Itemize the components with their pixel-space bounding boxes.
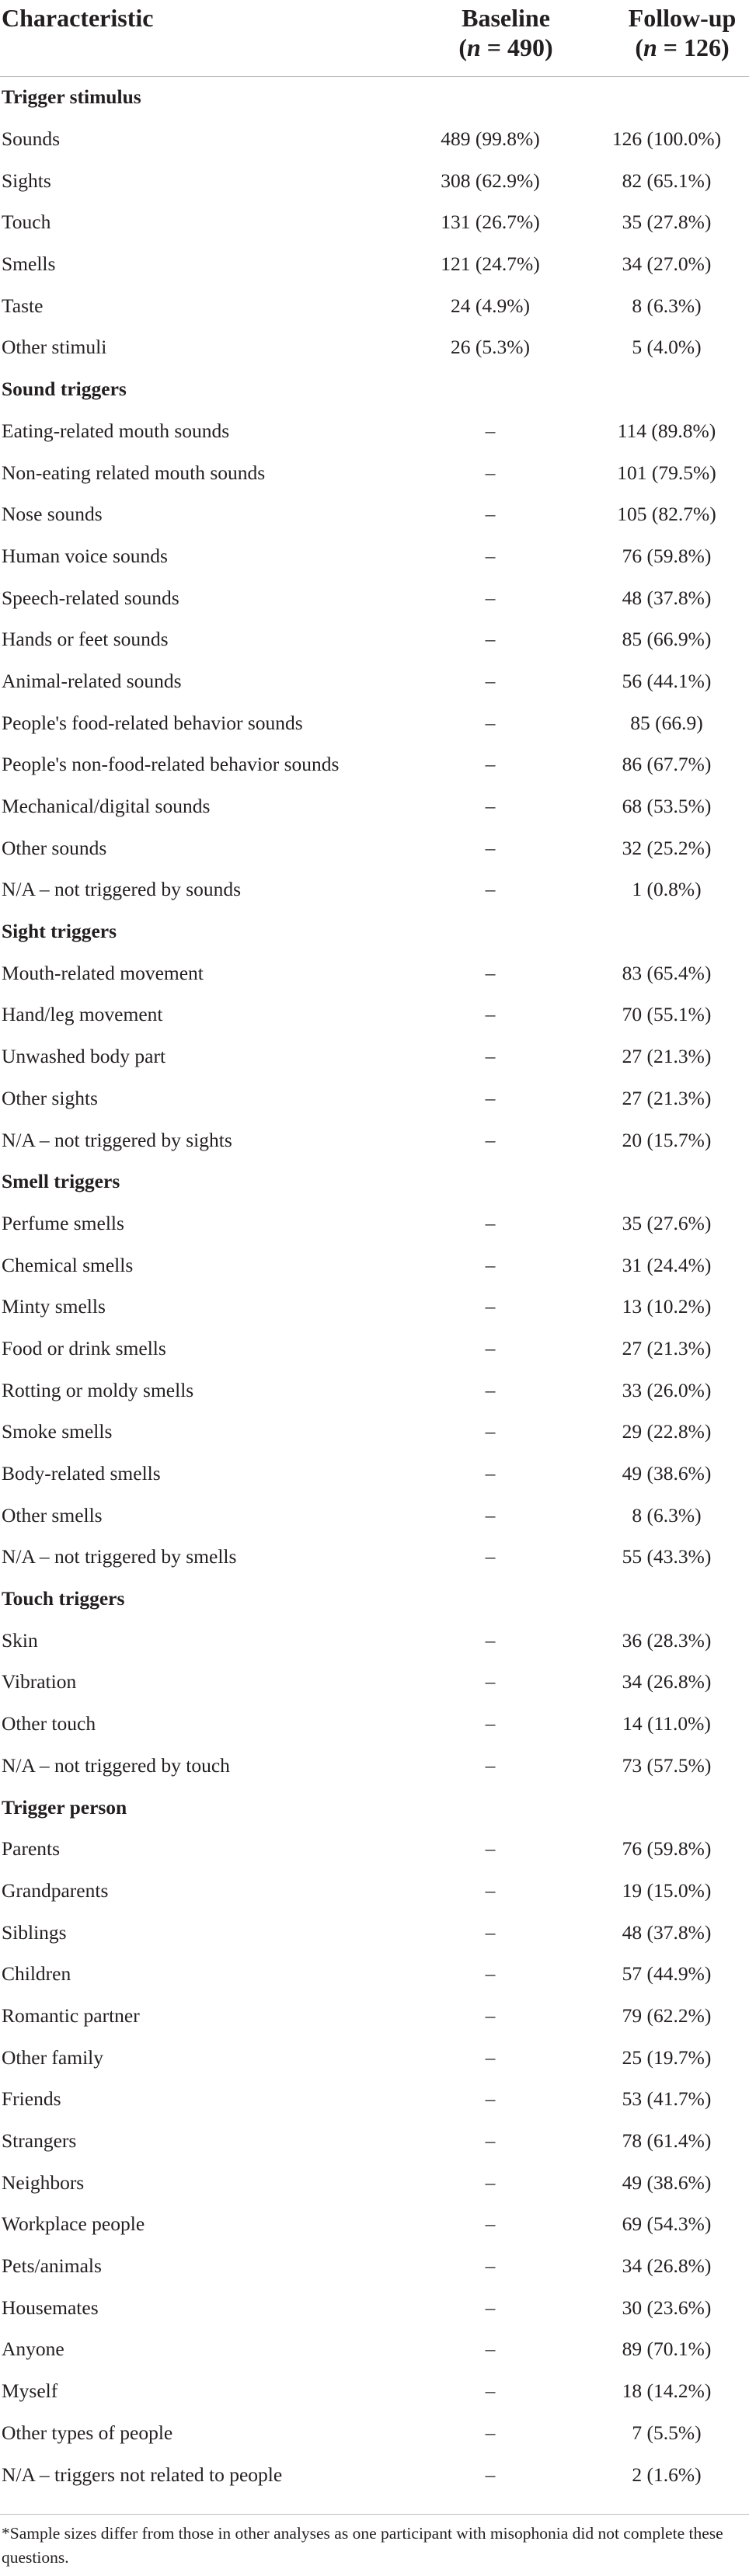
- row-label: Other sounds: [2, 836, 107, 859]
- row-baseline: –: [485, 2087, 496, 2111]
- row-baseline: –: [485, 628, 496, 651]
- row-label: People's food-related behavior sounds: [2, 711, 303, 734]
- table-row: [0, 1662, 749, 1704]
- row-baseline: –: [485, 961, 496, 984]
- row-label: Eating-related mouth sounds: [2, 419, 230, 442]
- table-row: [0, 1703, 749, 1745]
- row-followup: 83 (65.4%): [622, 961, 712, 984]
- row-label: Other touch: [2, 1712, 96, 1735]
- row-followup: 101 (79.5%): [617, 461, 716, 484]
- row-label: Body-related smells: [2, 1462, 161, 1485]
- row-label: Smells: [2, 252, 56, 276]
- row-baseline: –: [485, 1086, 496, 1109]
- row-baseline: –: [485, 711, 496, 734]
- row-followup: 20 (15.7%): [622, 1128, 712, 1151]
- row-baseline: –: [485, 1545, 496, 1568]
- table-row: [0, 2120, 749, 2162]
- row-followup: 79 (62.2%): [622, 2003, 712, 2027]
- row-baseline: –: [485, 2212, 496, 2236]
- row-label: N/A – not triggered by touch: [2, 1753, 230, 1777]
- row-label: Rotting or moldy smells: [2, 1378, 194, 1401]
- row-label: Skin: [2, 1628, 38, 1652]
- table-row: [0, 744, 749, 786]
- section-title: Trigger person: [2, 1795, 127, 1819]
- row-followup: 13 (10.2%): [622, 1295, 712, 1318]
- row-baseline: –: [485, 1045, 496, 1068]
- row-label: Chemical smells: [2, 1253, 134, 1276]
- row-baseline: 121 (24.7%): [441, 252, 540, 276]
- table-row: [0, 1412, 749, 1453]
- row-followup: 8 (6.3%): [632, 294, 702, 317]
- row-label: Food or drink smells: [2, 1336, 166, 1359]
- table-row: [0, 577, 749, 619]
- row-label: Workplace people: [2, 2212, 145, 2236]
- row-label: N/A – not triggered by sounds: [2, 878, 242, 901]
- row-baseline: –: [485, 1336, 496, 1359]
- row-label: Hand/leg movement: [2, 1003, 163, 1026]
- row-followup: 105 (82.7%): [617, 503, 716, 526]
- row-followup: 34 (27.0%): [622, 252, 712, 276]
- row-followup: 34 (26.8%): [622, 2254, 712, 2278]
- row-baseline: –: [485, 419, 496, 442]
- row-label: Strangers: [2, 2129, 77, 2153]
- row-followup: 2 (1.6%): [632, 2463, 702, 2486]
- table-row: [0, 1995, 749, 2037]
- section-title: Smell triggers: [2, 1170, 120, 1193]
- section-header-row: [0, 1578, 749, 1620]
- row-label: Friends: [2, 2087, 61, 2111]
- row-followup: 53 (41.7%): [622, 2087, 712, 2111]
- row-followup: 29 (22.8%): [622, 1420, 712, 1443]
- table-row: [0, 1912, 749, 1954]
- row-baseline: –: [485, 1503, 496, 1526]
- row-label: Other smells: [2, 1503, 103, 1526]
- row-followup: 85 (66.9): [630, 711, 703, 734]
- row-label: Siblings: [2, 1920, 67, 1944]
- table-body: [0, 76, 749, 2495]
- row-label: Hands or feet sounds: [2, 628, 169, 651]
- section-title: Sight triggers: [2, 920, 117, 943]
- row-baseline: –: [485, 1837, 496, 1861]
- row-baseline: –: [485, 1420, 496, 1443]
- row-followup: 78 (61.4%): [622, 2129, 712, 2153]
- row-followup: 35 (27.8%): [622, 211, 712, 234]
- section-header-row: [0, 910, 749, 952]
- section-title: Trigger stimulus: [2, 85, 141, 109]
- table-row: [0, 1495, 749, 1537]
- table-row: [0, 1328, 749, 1370]
- row-label: Minty smells: [2, 1295, 106, 1318]
- row-baseline: –: [485, 1878, 496, 1902]
- row-followup: 76 (59.8%): [622, 544, 712, 567]
- table-row: [0, 1537, 749, 1579]
- table-row: [0, 2079, 749, 2121]
- header-baseline: [381, 0, 553, 76]
- header-followup-label: Follow-up: [628, 4, 737, 32]
- table-row: [0, 785, 749, 827]
- section-header-row: [0, 76, 749, 118]
- row-baseline: –: [485, 1670, 496, 1694]
- row-baseline: –: [485, 544, 496, 567]
- row-label: Housemates: [2, 2296, 99, 2319]
- table-row: [0, 618, 749, 660]
- table-row: [0, 1828, 749, 1870]
- table-row: [0, 2412, 749, 2454]
- row-baseline: –: [485, 1003, 496, 1026]
- table-row: [0, 1745, 749, 1787]
- row-baseline: –: [485, 1253, 496, 1276]
- table-row: [0, 952, 749, 994]
- row-label: Other family: [2, 2045, 103, 2069]
- row-followup: 73 (57.5%): [622, 1753, 712, 1777]
- row-baseline: –: [485, 1920, 496, 1944]
- row-label: Nose sounds: [2, 503, 103, 526]
- table-row: [0, 2329, 749, 2371]
- row-followup: 82 (65.1%): [622, 169, 712, 192]
- table-row: [0, 2037, 749, 2079]
- row-label: People's non-food-related behavior sounds: [2, 753, 340, 776]
- header-baseline-n: (n = 490): [458, 33, 553, 61]
- row-followup: 70 (55.1%): [622, 1003, 712, 1026]
- row-label: Sights: [2, 169, 51, 192]
- row-baseline: –: [485, 461, 496, 484]
- row-followup: 33 (26.0%): [622, 1378, 712, 1401]
- row-followup: 114 (89.8%): [617, 419, 716, 442]
- table-row: [0, 327, 749, 369]
- table-row: [0, 702, 749, 744]
- table-row: [0, 410, 749, 452]
- table-row: [0, 243, 749, 285]
- table-header-row: [0, 0, 749, 76]
- row-label: Vibration: [2, 1670, 77, 1694]
- row-baseline: –: [485, 753, 496, 776]
- row-baseline: –: [485, 1378, 496, 1401]
- row-followup: 27 (21.3%): [622, 1086, 712, 1109]
- row-followup: 14 (11.0%): [622, 1712, 711, 1735]
- row-followup: 49 (38.6%): [622, 1462, 712, 1485]
- table-row: [0, 1620, 749, 1662]
- row-baseline: 489 (99.8%): [441, 127, 540, 151]
- table-row: [0, 1244, 749, 1286]
- row-followup: 19 (15.0%): [622, 1878, 712, 1902]
- table-row: [0, 1286, 749, 1328]
- row-label: Other types of people: [2, 2421, 173, 2444]
- row-baseline: –: [485, 1295, 496, 1318]
- table-row: [0, 2454, 749, 2496]
- row-followup: 49 (38.6%): [622, 2170, 712, 2194]
- row-followup: 34 (26.8%): [622, 1670, 712, 1694]
- table-row: [0, 202, 749, 244]
- row-label: Children: [2, 1962, 71, 1986]
- row-followup: 69 (54.3%): [622, 2212, 712, 2236]
- row-followup: 32 (25.2%): [622, 836, 712, 859]
- row-label: Mouth-related movement: [2, 961, 204, 984]
- section-title: Touch triggers: [2, 1587, 125, 1610]
- row-baseline: –: [485, 878, 496, 901]
- table-row: [0, 452, 749, 494]
- table-row: [0, 1870, 749, 1912]
- row-followup: 89 (70.1%): [622, 2338, 712, 2361]
- table-row: [0, 1203, 749, 1244]
- row-label: Non-eating related mouth sounds: [2, 461, 266, 484]
- footnote: *Sample sizes differ from those in other analyses as one participant with misophonia did not complete these questions.: [2, 2524, 723, 2567]
- row-label: Neighbors: [2, 2170, 85, 2194]
- row-followup: 7 (5.5%): [632, 2421, 702, 2444]
- row-followup: 35 (27.6%): [622, 1211, 712, 1234]
- row-baseline: –: [485, 1628, 496, 1652]
- table-row: [0, 1119, 749, 1161]
- row-followup: 68 (53.5%): [622, 795, 712, 818]
- row-label: Sounds: [2, 127, 61, 151]
- row-label: N/A – not triggered by smells: [2, 1545, 237, 1568]
- section-header-row: [0, 1161, 749, 1203]
- row-label: Romantic partner: [2, 2003, 140, 2027]
- row-followup: 48 (37.8%): [622, 586, 712, 609]
- header-characteristic: Characteristic: [0, 0, 381, 76]
- row-baseline: –: [485, 2254, 496, 2278]
- footnote-rule: [0, 2514, 749, 2515]
- header-followup-n: (n = 126): [635, 33, 730, 61]
- table-row: [0, 493, 749, 535]
- row-baseline: –: [485, 2421, 496, 2444]
- row-followup: 126 (100.0%): [611, 127, 722, 151]
- row-followup: 1 (0.8%): [632, 878, 702, 901]
- row-baseline: 24 (4.9%): [451, 294, 530, 317]
- table-row: [0, 285, 749, 327]
- table-row: [0, 1077, 749, 1119]
- row-baseline: –: [485, 2338, 496, 2361]
- row-followup: 18 (14.2%): [622, 2379, 712, 2403]
- row-baseline: –: [485, 2170, 496, 2194]
- row-baseline: –: [485, 503, 496, 526]
- section-header-row: [0, 368, 749, 410]
- row-baseline: –: [485, 1211, 496, 1234]
- row-followup: 86 (67.7%): [622, 753, 712, 776]
- row-followup: 27 (21.3%): [622, 1045, 712, 1068]
- table-row: [0, 118, 749, 160]
- row-baseline: –: [485, 795, 496, 818]
- row-baseline: 308 (62.9%): [441, 169, 540, 192]
- row-baseline: 131 (26.7%): [441, 211, 540, 234]
- row-baseline: –: [485, 2045, 496, 2069]
- row-baseline: –: [485, 836, 496, 859]
- row-label: Grandparents: [2, 1878, 109, 1902]
- row-baseline: –: [485, 1753, 496, 1777]
- row-label: Touch: [2, 211, 51, 234]
- row-label: N/A – triggers not related to people: [2, 2463, 283, 2486]
- row-label: Other sights: [2, 1086, 98, 1109]
- table-row: [0, 2162, 749, 2204]
- row-followup: 76 (59.8%): [622, 1837, 712, 1861]
- table-row: [0, 660, 749, 702]
- row-label: Unwashed body part: [2, 1045, 166, 1068]
- table-row: [0, 1953, 749, 1995]
- row-baseline: –: [485, 669, 496, 692]
- table-row: [0, 160, 749, 202]
- row-baseline: –: [485, 1462, 496, 1485]
- row-baseline: –: [485, 2003, 496, 2027]
- header-baseline-label: Baseline: [462, 4, 550, 32]
- table-row: [0, 535, 749, 577]
- row-baseline: –: [485, 586, 496, 609]
- row-followup: 30 (23.6%): [622, 2296, 712, 2319]
- row-label: N/A – not triggered by sights: [2, 1128, 232, 1151]
- row-followup: 57 (44.9%): [622, 1962, 712, 1986]
- row-baseline: –: [485, 2379, 496, 2403]
- table-row: [0, 2287, 749, 2329]
- table-row: [0, 2370, 749, 2412]
- row-label: Human voice sounds: [2, 544, 168, 567]
- row-label: Myself: [2, 2379, 58, 2403]
- row-followup: 56 (44.1%): [622, 669, 712, 692]
- table-row: [0, 1370, 749, 1412]
- row-label: Mechanical/digital sounds: [2, 795, 211, 818]
- table-row: [0, 827, 749, 869]
- row-followup: 25 (19.7%): [622, 2045, 712, 2069]
- row-baseline: –: [485, 2463, 496, 2486]
- row-label: Anyone: [2, 2338, 64, 2361]
- table-row: [0, 1036, 749, 1077]
- row-followup: 48 (37.8%): [622, 1920, 712, 1944]
- row-followup: 8 (6.3%): [632, 1503, 702, 1526]
- row-label: Perfume smells: [2, 1211, 124, 1234]
- row-followup: 27 (21.3%): [622, 1336, 712, 1359]
- row-label: Taste: [2, 294, 44, 317]
- section-title: Sound triggers: [2, 378, 127, 401]
- row-label: Other stimuli: [2, 336, 107, 359]
- row-baseline: –: [485, 2296, 496, 2319]
- table-row: [0, 2204, 749, 2246]
- row-label: Smoke smells: [2, 1420, 113, 1443]
- row-followup: 36 (28.3%): [622, 1628, 712, 1652]
- table-row: [0, 1453, 749, 1495]
- header-followup: [553, 0, 749, 76]
- row-baseline: –: [485, 1962, 496, 1986]
- table-row: [0, 994, 749, 1036]
- row-label: Parents: [2, 1837, 61, 1861]
- table-row: [0, 869, 749, 911]
- table-row: [0, 2245, 749, 2287]
- row-baseline: –: [485, 1128, 496, 1151]
- row-label: Speech-related sounds: [2, 586, 179, 609]
- row-baseline: –: [485, 1712, 496, 1735]
- row-followup: 85 (66.9%): [622, 628, 712, 651]
- section-header-row: [0, 1787, 749, 1829]
- row-label: Pets/animals: [2, 2254, 102, 2278]
- row-label: Animal-related sounds: [2, 669, 182, 692]
- row-followup: 31 (24.4%): [622, 1253, 712, 1276]
- row-followup: 5 (4.0%): [632, 336, 702, 359]
- row-baseline: –: [485, 2129, 496, 2153]
- row-followup: 55 (43.3%): [622, 1545, 712, 1568]
- row-baseline: 26 (5.3%): [451, 336, 530, 359]
